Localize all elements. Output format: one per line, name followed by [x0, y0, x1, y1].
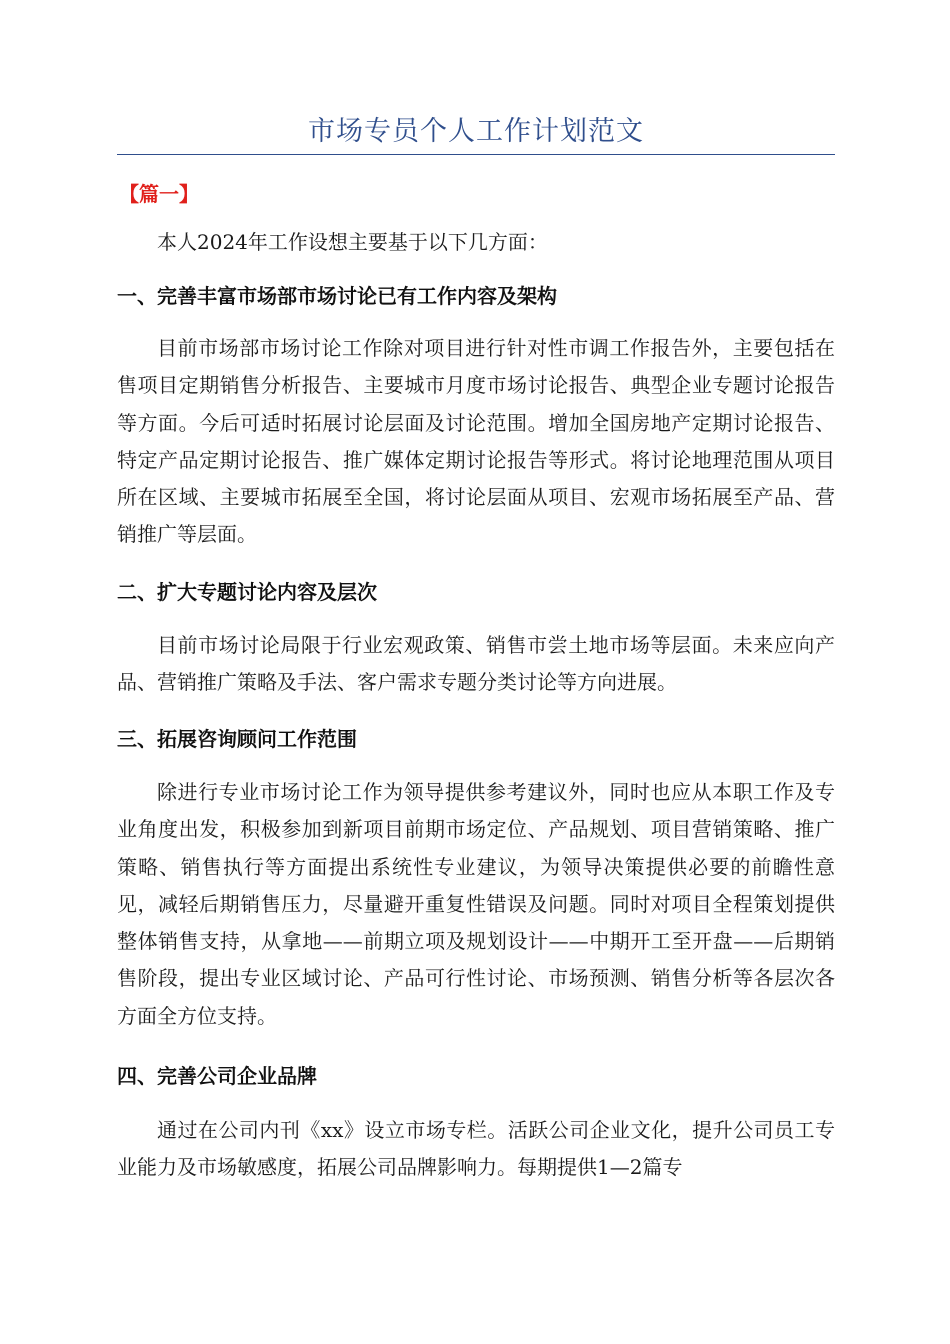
- section-tag: 【篇一】: [119, 182, 199, 206]
- section-heading-2: 二、扩大专题讨论内容及层次: [117, 580, 377, 604]
- section-heading-1: 一、完善丰富市场部市场讨论已有工作内容及架构: [117, 284, 557, 308]
- section-body-2: 目前市场讨论局限于行业宏观政策、销售市尝土地市场等层面。未来应向产品、营销推广策略及手法、客户需求专题分类讨论等方向进展。: [117, 633, 835, 695]
- section-body-3: 除进行专业市场讨论工作为领导提供参考建议外，同时也应从本职工作及专业角度出发，积极参加到新项目前期市场定位、产品规划、项目营销策略、推广策略、销售执行等方面提出系统性专业建议，为领导决策提供必要的前瞻性意见，减轻后期销售压力，尽量避开重复性错误及问题。同时对项目全程策划提供整体销售支持，从拿地——前期立项及规划设计——中期开工至开盘——后期销售阶段，提出专业区域讨论、产品可行性讨论、市场预测、销售分析等各层次各方面全方位支持。: [117, 780, 835, 1028]
- section-body-4: 通过在公司内刊《xx》设立市场专栏。活跃公司企业文化，提升公司员工专业能力及市场敏感度，拓展公司品牌影响力。每期提供1—2篇专: [117, 1118, 835, 1180]
- section-body-1: 目前市场部市场讨论工作除对项目进行针对性市调工作报告外，主要包括在售项目定期销售分析报告、主要城市月度市场讨论报告、典型企业专题讨论报告等方面。今后可适时拓展讨论层面及讨论范围。增加全国房地产定期讨论报告、特定产品定期讨论报告、推广媒体定期讨论报告等形式。将讨论地理范围从项目所在区域、主要城市拓展至全国，将讨论层面从项目、宏观市场拓展至产品、营销推广等层面。: [117, 336, 835, 547]
- intro-paragraph: 本人2024年工作设想主要基于以下几方面：: [157, 230, 548, 254]
- title-underline: [117, 154, 835, 155]
- document-title: 市场专员个人工作计划范文: [308, 116, 644, 147]
- section-heading-4: 四、完善公司企业品牌: [117, 1064, 317, 1088]
- section-heading-3: 三、拓展咨询顾问工作范围: [117, 727, 357, 751]
